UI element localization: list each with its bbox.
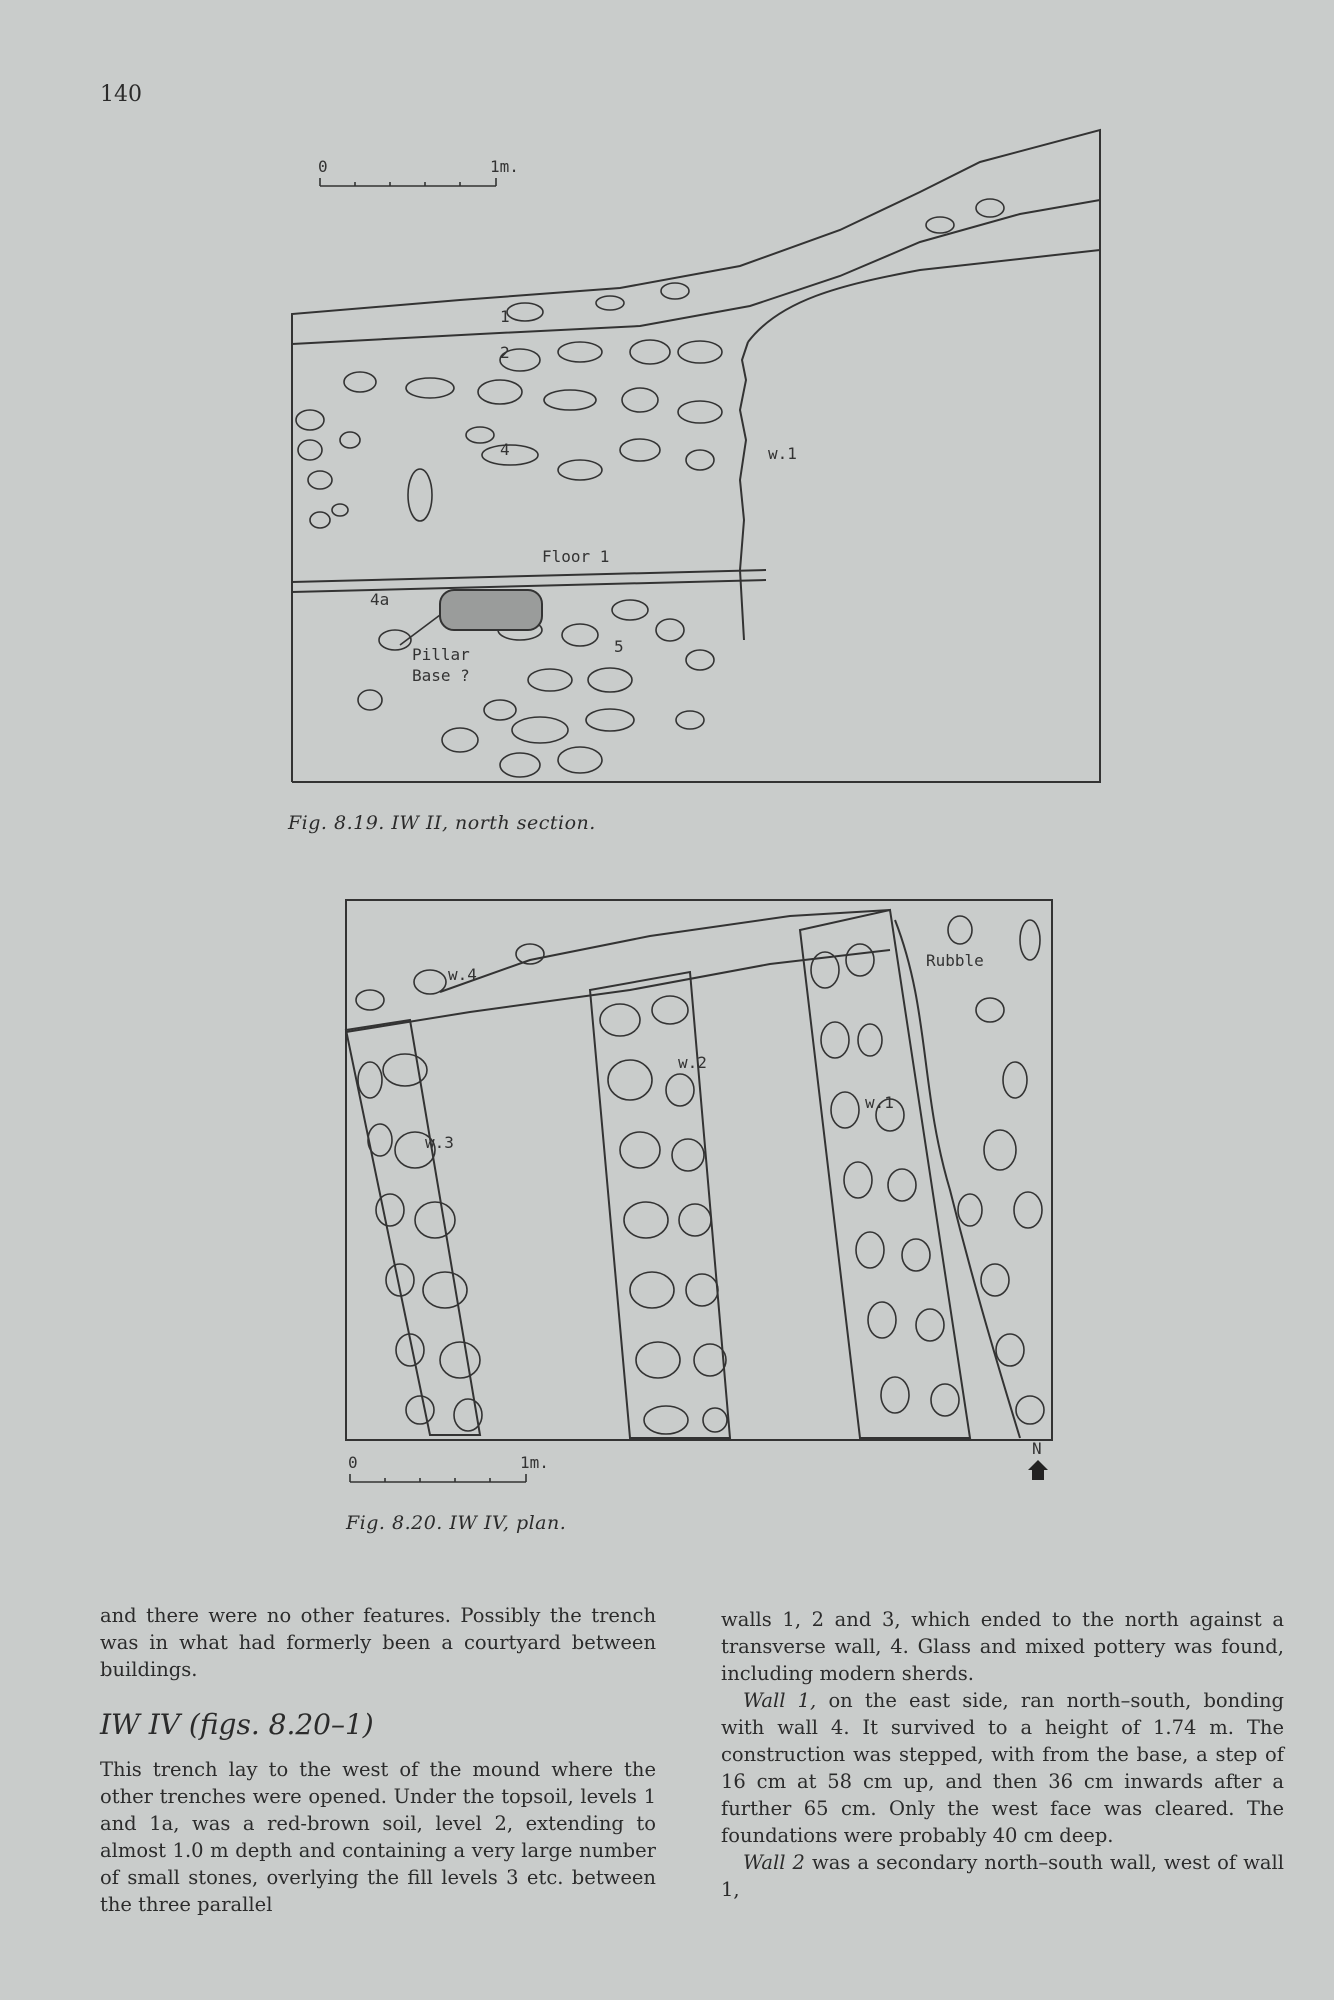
wall-1-face <box>740 342 748 640</box>
scale-start-label: 0 <box>318 157 328 176</box>
stone-fill <box>296 199 1004 777</box>
scale-bar <box>318 157 519 186</box>
label-layer-5: 5 <box>614 637 624 656</box>
pillar-base <box>440 590 542 630</box>
paragraph: and there were no other features. Possibly the trench was in what had formerly been a courtyard between buildings. <box>100 1604 656 1681</box>
text-column-right <box>721 1606 1284 1903</box>
wall-3 <box>346 1020 480 1435</box>
north-label: N <box>1032 1439 1042 1458</box>
north-arrow-icon <box>1028 1439 1048 1480</box>
label-pillar: Pillar <box>412 645 470 664</box>
scale-start-label: 0 <box>348 1453 358 1472</box>
label-wall-3: w.3 <box>425 1133 454 1152</box>
label-layer-2: 2 <box>500 343 510 362</box>
scale-end-label: 1m. <box>520 1453 549 1472</box>
label-floor-1: Floor 1 <box>542 547 610 566</box>
label-wall-1: w.1 <box>768 444 797 463</box>
label-wall-2: w.2 <box>678 1053 707 1072</box>
figure-8-19-section-drawing <box>280 120 1110 800</box>
wall-stones <box>356 916 1044 1434</box>
figure-8-19-caption: Fig. 8.19. IW II, north section. <box>288 812 596 834</box>
figure-8-20-plan-drawing <box>330 890 1070 1510</box>
label-rubble: Rubble <box>926 951 984 970</box>
paragraph: This trench lay to the west of the mound where the other trenches were opened. Under the topsoil, levels 1 and 1a, was a red-brown soil, level 2, extending to almost 1.0 m depth and containing a very large number of small stones, overlying the fill levels 3 etc. between the three parallel <box>100 1758 656 1916</box>
paragraph: Wall 2 was a secondary north–south wall, west of wall 1, <box>721 1851 1284 1901</box>
label-layer-1: 1 <box>500 307 510 326</box>
text-column-left <box>100 1602 656 1918</box>
section-heading: IW IV (figs. 8.20–1) <box>100 1708 374 1741</box>
scale-end-label: 1m. <box>490 157 519 176</box>
label-wall-1: w.1 <box>865 1093 894 1112</box>
label-layer-4: 4 <box>500 440 510 459</box>
label-layer-4a: 4a <box>370 590 390 609</box>
page-number: 140 <box>100 82 142 107</box>
paragraph: Wall 1, on the east side, ran north–south, bonding with wall 4. It survived to a height of 1.74 m. The construction was stepped, with from the base, a step of 16 cm at 58 cm up, and then 36 cm inwards after a further 65 cm. Only the west face was cleared. The foundations were probably 40 cm deep. <box>721 1689 1284 1847</box>
label-wall-4: w.4 <box>448 965 477 984</box>
paragraph: walls 1, 2 and 3, which ended to the north against a transverse wall, 4. Glass and mixed pottery was found, including modern sherds. <box>721 1608 1284 1685</box>
scale-bar <box>348 1453 549 1482</box>
figure-8-20-caption: Fig. 8.20. IW IV, plan. <box>346 1512 567 1534</box>
label-base: Base ? <box>412 666 470 685</box>
wall-2 <box>590 972 730 1438</box>
